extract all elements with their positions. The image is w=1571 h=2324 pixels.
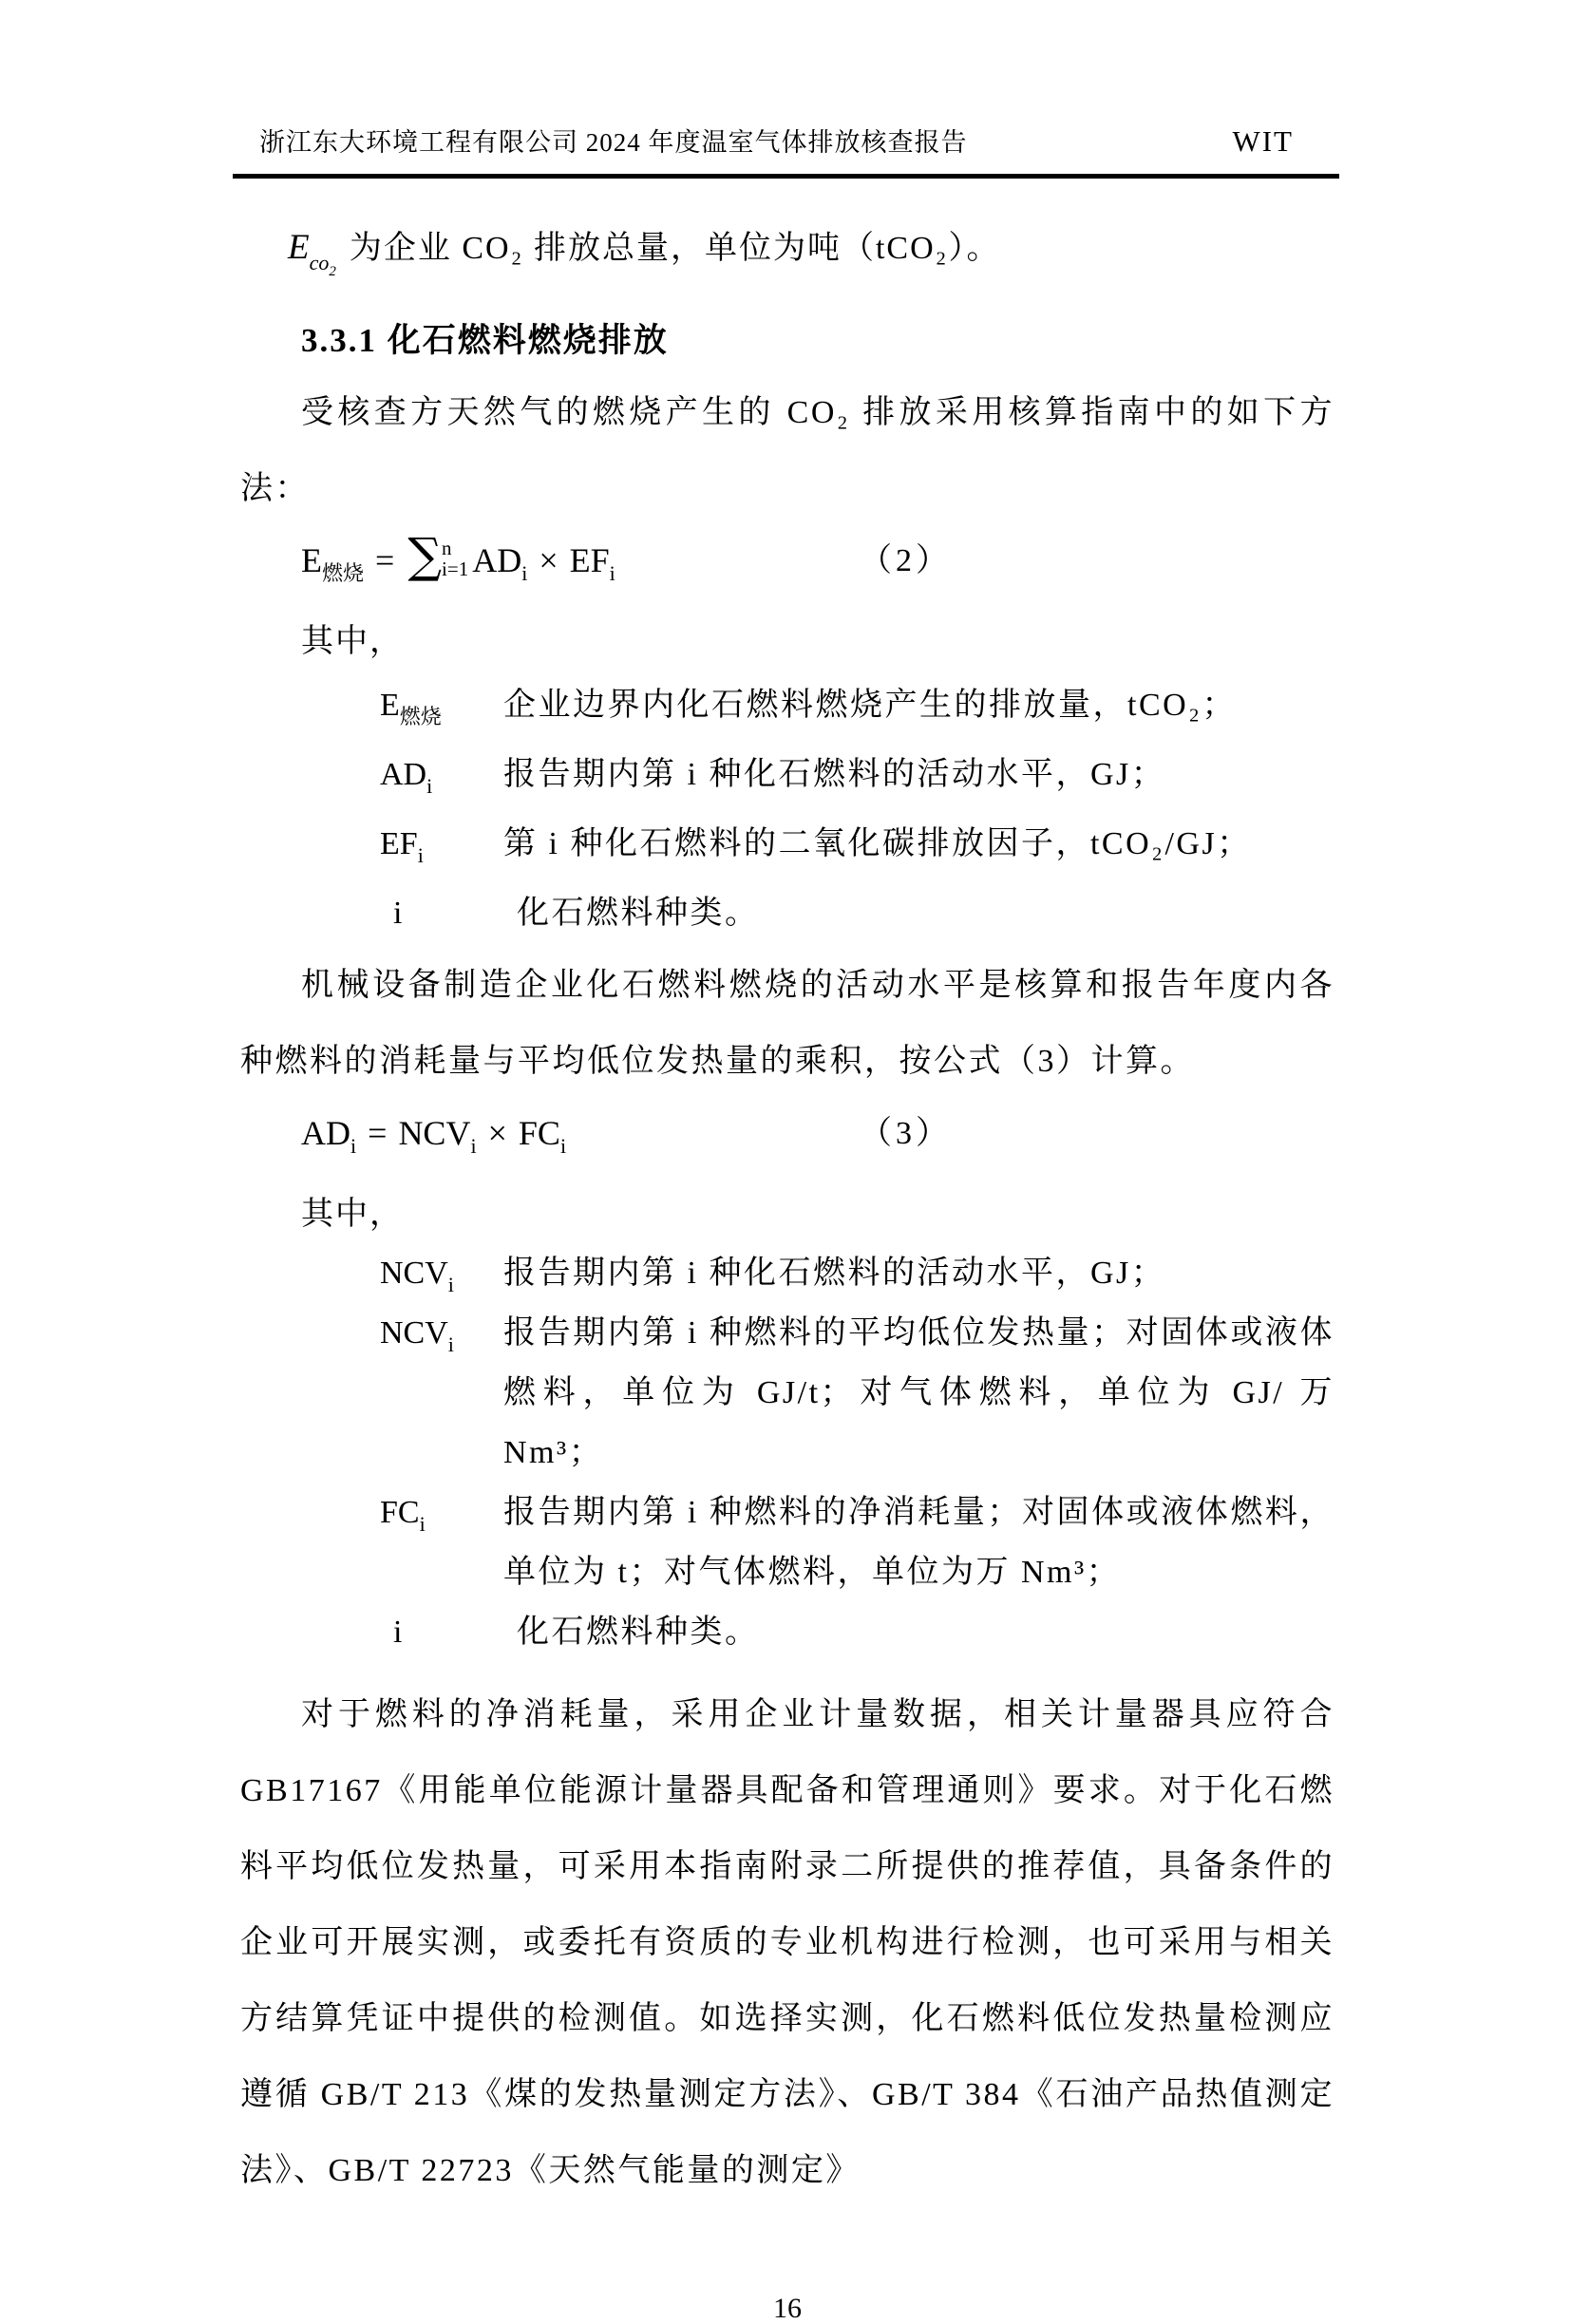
definition-term xyxy=(380,740,503,809)
equals-sign: = xyxy=(368,1114,388,1152)
formula-3-lhs-sub: i xyxy=(350,1134,357,1158)
term-base: i xyxy=(393,1615,403,1650)
formula-2-number: （2） xyxy=(860,543,952,578)
equals-sign: = xyxy=(375,541,395,579)
where-label-1: 其中， xyxy=(301,624,404,659)
definition-desc: 报告期内第 i 种燃料的平均低位发热量；对固体或液体燃料，单位为 GJ/t；对气体燃料，单位为 GJ/ 万 Nm³； xyxy=(503,1315,1334,1470)
definition-row xyxy=(240,740,1334,809)
term-sub: i xyxy=(447,1273,454,1296)
times-sign: × xyxy=(539,541,558,579)
definition-term xyxy=(380,809,503,879)
definition-row xyxy=(240,671,1334,740)
term-base: E xyxy=(380,688,400,723)
formula-2-term1-base: AD xyxy=(472,541,522,579)
definition-term xyxy=(380,879,517,948)
term-base: NCV xyxy=(380,1256,448,1291)
term-sub: i xyxy=(426,774,433,798)
e-co2-subsub: 2 xyxy=(329,264,336,279)
times-sign: × xyxy=(487,1114,507,1152)
formula-2-lhs-sub: 燃烧 xyxy=(322,561,365,585)
paragraph-method-intro: 受核查方天然气的燃烧产生的 CO₂ 排放采用核算指南中的如下方法： xyxy=(240,395,1334,506)
definition-term xyxy=(380,671,503,740)
definition-term xyxy=(380,1303,503,1483)
formula-2 xyxy=(240,528,1334,590)
definition-row xyxy=(240,1243,1334,1303)
formula-3-term2-sub: i xyxy=(559,1134,567,1158)
term-base: i xyxy=(393,896,403,931)
formula-3 xyxy=(240,1105,1334,1162)
definition-list-2 xyxy=(240,1243,1334,1662)
definition-desc: 报告期内第 i 种燃料的净消耗量；对固体或液体燃料，单位为 t；对气体燃料，单位为万 Nm³； xyxy=(503,1495,1334,1590)
term-base: EF xyxy=(380,826,418,861)
formula-2-lhs-base: E xyxy=(301,541,322,579)
definition-term xyxy=(380,1483,503,1602)
term-sub: i xyxy=(447,1332,454,1356)
formula-2-term1 xyxy=(472,541,528,585)
e-co2-sub: co xyxy=(309,251,330,274)
formula-3-term2 xyxy=(518,1114,567,1158)
term-base: AD xyxy=(380,757,427,792)
header-row xyxy=(233,122,1339,174)
term-base: NCV xyxy=(380,1315,448,1351)
e-co2-base: E xyxy=(288,228,310,267)
sum-upper-limit: n xyxy=(442,536,452,559)
formula-3-lhs xyxy=(301,1114,357,1158)
definition-row xyxy=(240,879,1334,948)
definition-list-1 xyxy=(240,671,1334,948)
summation-symbol: ∑ n i=1 xyxy=(407,528,469,583)
formula-3-term2-base: FC xyxy=(518,1114,560,1152)
definition-row xyxy=(240,809,1334,879)
definition-desc: 第 i 种化石燃料的二氧化碳排放因子，tCO₂/GJ； xyxy=(503,826,1252,861)
term-sub: 燃烧 xyxy=(399,705,442,728)
formula-2-term2-base: EF xyxy=(569,541,610,579)
definition-desc: 化石燃料种类。 xyxy=(517,1615,760,1650)
formula-3-term1-sub: i xyxy=(470,1134,477,1158)
page-header xyxy=(233,0,1339,179)
term-sub: i xyxy=(419,1512,426,1536)
definition-desc: 企业边界内化石燃料燃烧产生的排放量，tCO₂； xyxy=(503,688,1238,723)
page-body xyxy=(240,179,1334,2209)
header-title: 浙江东大环境工程有限公司 2024 年度温室气体排放核查报告 xyxy=(259,128,968,157)
definition-desc: 化石燃料种类。 xyxy=(517,896,760,931)
formula-3-term1 xyxy=(398,1114,477,1158)
definition-term xyxy=(380,1243,503,1303)
formula-3-number: （3） xyxy=(860,1116,952,1151)
formula-3-term1-base: NCV xyxy=(398,1114,471,1152)
definition-row xyxy=(240,1303,1334,1483)
definition-row xyxy=(240,1483,1334,1602)
symbol-definition-line xyxy=(240,210,1334,287)
e-co2-symbol xyxy=(288,228,336,279)
formula-2-term2 xyxy=(569,541,615,585)
definition-desc: 报告期内第 i 种化石燃料的活动水平，GJ； xyxy=(503,757,1166,792)
definition-term xyxy=(380,1602,517,1662)
header-logo: WIT xyxy=(1232,124,1294,158)
definition-row xyxy=(240,1602,1334,1662)
term-base: FC xyxy=(380,1495,420,1530)
formula-2-lhs xyxy=(301,541,365,585)
section-heading: 3.3.1 化石燃料燃烧排放 xyxy=(301,322,669,359)
formula-2-term2-sub: i xyxy=(609,561,615,585)
paragraph-activity-level: 机械设备制造企业化石燃料燃烧的活动水平是核算和报告年度内各种燃料的消耗量与平均低位发热量的乘积，按公式（3）计算。 xyxy=(240,968,1334,1079)
term-sub: i xyxy=(417,843,424,867)
formula-3-lhs-base: AD xyxy=(301,1114,350,1152)
page-number: 16 xyxy=(773,2293,802,2324)
formula-2-term1-sub: i xyxy=(521,561,528,585)
sum-lower-limit: i=1 xyxy=(442,557,469,580)
paragraph-measurement-requirements: 对于燃料的净消耗量，采用企业计量数据，相关计量器具应符合 GB17167《用能单位能源计量器具配备和管理通则》要求。对于化石燃料平均低位发热量，可采用本指南附录二所提供的推荐值，具备条件的企业可开展实测，或委托有资质的专业机构进行检测，也可采用与相关方结算凭证中提供的检测值。如选择实测，化石燃料低位发热量检测应遵循 GB/T 213《煤的发热量测定方法》、GB/T 384《石油产品热值测定法》、GB/T 22723《天然气能量的测定》 xyxy=(240,1697,1334,2188)
page-footer xyxy=(240,2295,1334,2323)
definition-desc: 报告期内第 i 种化石燃料的活动水平，GJ； xyxy=(503,1256,1166,1291)
symbol-definition-text: 为企业 CO₂ 排放总量，单位为吨（tCO₂）。 xyxy=(349,231,1001,266)
where-label-2: 其中， xyxy=(301,1197,404,1232)
